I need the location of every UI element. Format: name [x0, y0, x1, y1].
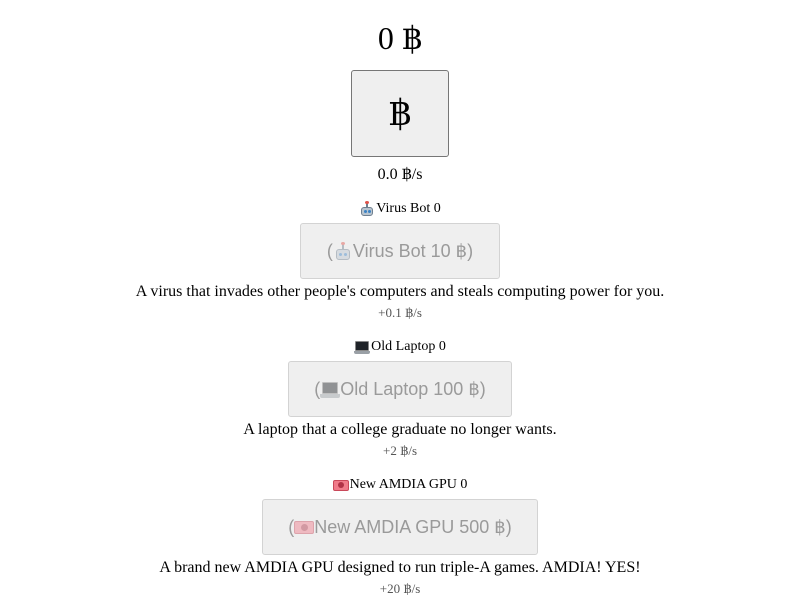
robot-icon: [359, 201, 375, 217]
item-rate: +20 ฿/s: [379, 581, 421, 596]
item-name: New AMDIA GPU: [349, 477, 457, 492]
item-title-old-laptop: [0, 338, 800, 356]
item-count: 0: [460, 477, 468, 492]
item-title-amdia-gpu: [0, 476, 800, 494]
buy-label: Virus Bot 10 ฿): [352, 241, 474, 261]
gpu-icon: [333, 477, 349, 493]
item-title-virus-bot: [0, 200, 800, 218]
buy-amdia-gpu-button[interactable]: [262, 499, 538, 555]
buy-label: Old Laptop 100 ฿): [340, 379, 486, 399]
buy-paren: (: [288, 517, 295, 537]
laptop-icon: [354, 339, 370, 355]
gpu-icon: [294, 517, 314, 537]
buy-paren: (: [326, 241, 333, 261]
buy-old-laptop-button[interactable]: [288, 361, 512, 417]
item-name: Old Laptop: [371, 339, 436, 354]
coin-rate: 0.0 ฿/s: [377, 166, 423, 183]
buy-virus-bot-button[interactable]: [300, 223, 500, 279]
item-count: 0: [433, 201, 441, 216]
item-rate: +2 ฿/s: [382, 443, 418, 458]
buy-label: New AMDIA GPU 500 ฿): [314, 517, 512, 537]
item-description: A brand new AMDIA GPU designed to run triple-A games. AMDIA! YES!: [159, 559, 641, 576]
item-name: Virus Bot: [376, 201, 431, 216]
item-description: A laptop that a college graduate no longer wants.: [243, 421, 557, 438]
item-rate: +0.1 ฿/s: [378, 305, 422, 320]
coin-balance: 0 ฿: [377, 20, 423, 56]
robot-icon: [333, 241, 353, 261]
mine-coin-button[interactable]: ฿: [351, 70, 449, 157]
item-count: 0: [438, 339, 446, 354]
item-description: A virus that invades other people's computers and steals computing power for you.: [135, 283, 665, 300]
laptop-icon: [320, 379, 340, 399]
buy-paren: (: [314, 379, 321, 399]
